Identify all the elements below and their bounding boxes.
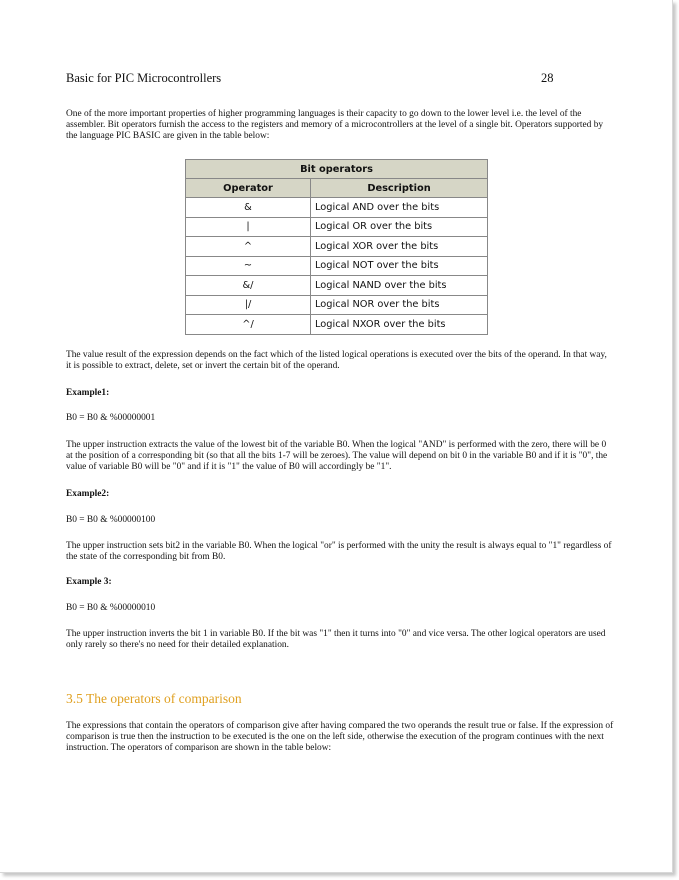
column-header-description: Description [311,179,488,198]
table-row [186,256,488,276]
section-paragraph: The expressions that contain the operators of comparison give after having compared the two operands the result true or false. If the expression of comparison is true then the instruction to be executed is the one on the left side, otherwise the execution of the program continues with the next instruction. The operators of comparison are shown in the table below: [66,721,614,753]
description-cell: Logical NOR over the bits [311,295,488,315]
description-cell: Logical XOR over the bits [311,237,488,257]
example2-heading: Example2: [66,489,110,499]
intro-paragraph: One of the more important properties of higher programming languages is their capacity to go down to the lower level i.e. the level of the assembler. Bit operators furnish the access to the registers and memory of a microcontrollers at the level of a single bit. Operators supported by the language PIC BASIC are given in the table below: [66,109,604,141]
table-row [186,237,488,257]
example2-text: The upper instruction sets bit2 in the variable B0. When the logical "or" is performed with the unity the result is always equal to "1" regardless of the state of the corresponding bit from B0. [66,541,612,562]
section-title: 3.5 The operators of comparison [66,691,242,706]
operator-cell: | [186,217,311,237]
page-number: 28 [541,71,554,85]
running-header-title: Basic for PIC Microcontrollers [66,71,222,85]
operator-cell: ^ [186,237,311,257]
table-row [186,198,488,218]
description-cell: Logical NXOR over the bits [311,315,488,335]
table-row [186,315,488,335]
operator-cell: &/ [186,276,311,296]
table-row [186,276,488,296]
description-cell: Logical AND over the bits [311,198,488,218]
example1-code: B0 = B0 & %00000001 [66,413,156,423]
example3-heading: Example 3: [66,577,112,587]
example3-text: The upper instruction inverts the bit 1 in variable B0. If the bit was "1" then it turns into "0" and vice versa. The other logical operators are used only rarely so there's no need for their detailed explanation. [66,629,606,650]
example2-code: B0 = B0 & %00000100 [66,515,156,525]
description-cell: Logical NAND over the bits [311,276,488,296]
operator-cell: & [186,198,311,218]
example1-text: The upper instruction extracts the value of the lowest bit of the variable B0. When the logical "AND" is performed with the zero, there will be 0 at the position of a corresponding bit (so that all the bits 1-7 will be zeroes). The value will depend on bit 0 in the variable B0 and if it is "0", the value of variable B0 will be "0" and if it is "1" the value of B0 will accordingly be "1". [66,440,608,472]
table-caption: Bit operators [186,160,488,179]
after-table-paragraph: The value result of the expression depends on the fact which of the listed logical operations is executed over the bits of the operand. In that way, it is possible to extract, delete, set or invert the certain bit of the operand. [66,350,607,371]
description-cell: Logical OR over the bits [311,217,488,237]
example3-code: B0 = B0 & %00000010 [66,603,156,613]
example1-heading: Example1: [66,388,110,398]
description-cell: Logical NOT over the bits [311,256,488,276]
operator-cell: ^/ [186,315,311,335]
bit-operators-table [185,159,488,335]
column-header-operator: Operator [186,179,311,198]
operator-cell: ~ [186,256,311,276]
table-row [186,217,488,237]
operator-cell: |/ [186,295,311,315]
table-row [186,295,488,315]
